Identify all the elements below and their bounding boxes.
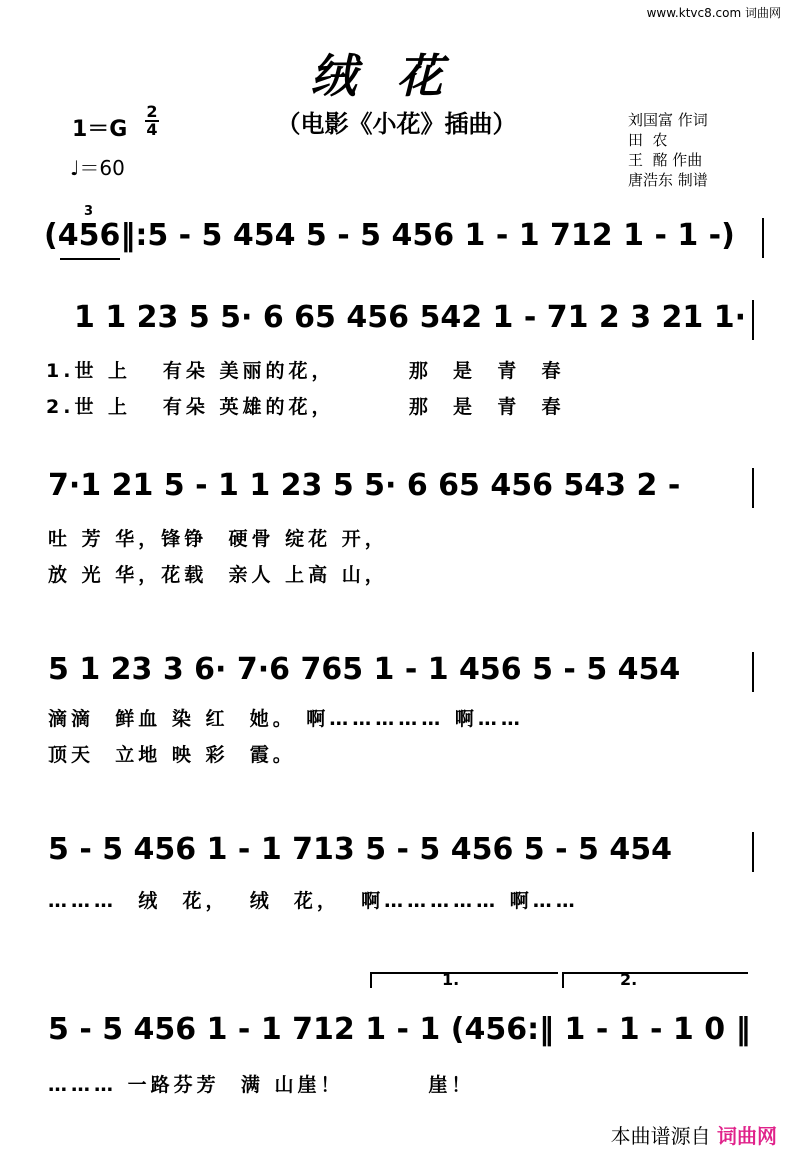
source-brand-link[interactable]: 词曲网 — [717, 1124, 777, 1148]
volta-second — [562, 972, 748, 988]
tempo-marking: ♩＝60 — [70, 156, 125, 180]
score-row-4 — [44, 832, 764, 912]
lyrics-verse-2: 顶天 立地 映 彩 霞。 — [48, 744, 296, 766]
song-title: 绒花 — [310, 49, 483, 103]
score-row-2 — [44, 468, 764, 586]
volta-first-label: 1. — [442, 970, 460, 989]
source-prefix: 本曲谱源自 — [610, 1124, 711, 1148]
time-sig-top: 2 — [146, 102, 158, 121]
score-notes: 7·1 21 5 - 1 1 23 5 5· 6 65 456 543 2 - — [48, 468, 681, 503]
lyrics-verse-1: 1.世 上 有朵 美丽的花， 那 是 青 春 — [46, 360, 565, 382]
lyrics-verse-1: 吐 芳 华，锋铮 硬骨 绽花 开， — [48, 528, 388, 550]
underline — [60, 258, 120, 260]
barline — [752, 300, 754, 340]
triplet-mark: 3 — [84, 204, 94, 219]
score-row-3 — [44, 652, 764, 766]
barline — [752, 832, 754, 872]
score-row-intro — [44, 204, 764, 278]
volta-second-label: 2. — [620, 970, 638, 989]
watermark-top: www.ktvc8.com 词曲网 — [646, 6, 781, 20]
time-sig-bottom: 4 — [146, 120, 158, 139]
score-row-1 — [44, 300, 764, 418]
score-row-5 — [44, 970, 764, 1096]
credits — [628, 110, 708, 190]
key-signature: 1＝G — [72, 117, 128, 142]
barline — [752, 468, 754, 508]
credit-line: 唐浩东 制谱 — [628, 171, 708, 189]
time-signature — [145, 104, 159, 138]
lyrics-verse-1: ……… 一路芬芳 满 山崖！ 崖！ — [48, 1074, 475, 1096]
score-notes: 5 1 23 3 6· 7·6 765 1 - 1 456 5 - 5 454 — [48, 652, 681, 687]
volta-first — [370, 972, 558, 988]
lyrics-verse-1: 滴滴 鲜血 染 红 她。 啊…………… 啊…… — [48, 708, 524, 730]
song-subtitle: （电影《小花》插曲） — [276, 110, 517, 138]
credit-line: 田 农 — [628, 131, 668, 149]
score-notes: 5 - 5 456 1 - 1 713 5 - 5 456 5 - 5 454 — [48, 832, 672, 867]
barline — [752, 652, 754, 692]
source-credit — [611, 1120, 777, 1149]
lyrics-verse-1: ……… 绒 花， 绒 花， 啊…………… 啊…… — [48, 890, 579, 912]
credit-line: 刘国富 作词 — [628, 111, 708, 129]
credit-line: 王 酩 作曲 — [628, 151, 703, 169]
lyrics-verse-2: 2.世 上 有朵 英雄的花， 那 是 青 春 — [46, 396, 565, 418]
lyrics-verse-2: 放 光 华，花载 亲人 上高 山， — [48, 564, 388, 586]
score-notes: (456‖:5 - 5 454 5 - 5 456 1 - 1 712 1 - 1 -) — [44, 218, 735, 253]
barline — [762, 218, 764, 258]
score-notes: 1 1 23 5 5· 6 65 456 542 1 - 71 2 3 21 1· — [74, 300, 747, 335]
score-notes: 5 - 5 456 1 - 1 712 1 - 1 (456:‖ 1 - 1 - 1 0 ‖ — [48, 1012, 751, 1047]
